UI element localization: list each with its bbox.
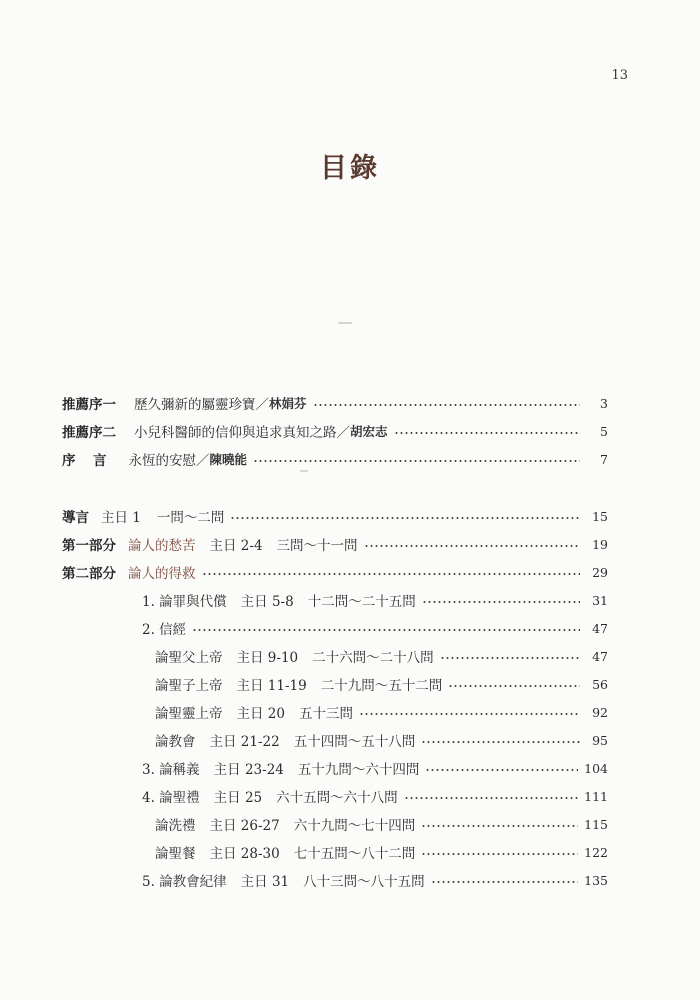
lords-day: 主日 20 — [236, 706, 285, 722]
dot-leader — [422, 601, 580, 603]
toc-row[interactable] — [62, 505, 608, 527]
toc-preface-row[interactable] — [62, 448, 608, 470]
toc-preface-row[interactable] — [62, 420, 608, 442]
toc-row[interactable] — [155, 813, 608, 835]
question-range: 一問～二問 — [156, 510, 225, 526]
page-ref: 47 — [592, 648, 608, 664]
dot-leader — [394, 432, 580, 434]
entry-title: 5. 論教會紀律 — [142, 874, 227, 890]
lords-day: 主日 31 — [240, 874, 290, 890]
question-range: 六十九問～七十四問 — [293, 818, 416, 834]
toc-row[interactable] — [142, 617, 608, 639]
dot-leader — [313, 404, 580, 406]
toc-row[interactable] — [155, 673, 608, 695]
page-ref: 31 — [592, 592, 608, 608]
entry-title: 論聖子上帝 — [155, 678, 223, 694]
page-ref: 5 — [600, 423, 608, 439]
entry-title: 主日 1 — [101, 510, 141, 526]
question-range: 五十九問～六十四問 — [297, 762, 420, 778]
preface-title: 永恆的安慰／ — [128, 453, 210, 469]
dot-leader — [192, 629, 580, 631]
page-ref: 56 — [592, 676, 608, 692]
section-label: 導言 — [62, 510, 89, 526]
dot-leader — [440, 657, 580, 659]
dot-leader — [253, 460, 580, 462]
preface-author: 胡宏志 — [350, 424, 388, 439]
page-ref: 7 — [600, 451, 608, 467]
entry-title: 1. 論罪與代償 — [142, 594, 227, 610]
entry-title: 2. 信經 — [142, 622, 187, 638]
page-ref: 135 — [584, 872, 608, 888]
entry-title: 論教會 — [155, 734, 196, 750]
lords-day: 主日 11-19 — [236, 678, 307, 694]
toc-row[interactable] — [155, 729, 608, 751]
toc-row[interactable] — [155, 841, 608, 863]
entry-title: 論聖靈上帝 — [155, 706, 223, 722]
preface-author: 林娟芬 — [269, 396, 307, 411]
dot-leader — [230, 517, 580, 519]
question-range: 五十三問 — [298, 706, 353, 722]
entry-title: 論人的愁苦 — [128, 538, 196, 554]
toc-row[interactable] — [155, 701, 608, 723]
dot-leader — [421, 825, 578, 827]
lords-day: 主日 5-8 — [240, 594, 294, 610]
lords-day: 主日 21-22 — [209, 734, 280, 750]
page-ref: 95 — [592, 732, 608, 748]
page-ref: 29 — [592, 564, 608, 580]
question-range: 五十四問～五十八問 — [293, 734, 416, 750]
lords-day: 主日 9-10 — [236, 650, 299, 666]
page-title: 目錄 — [320, 153, 380, 184]
preface-author: 陳曉能 — [209, 452, 248, 467]
toc-row[interactable] — [142, 869, 608, 891]
entry-title: 論人的得救 — [128, 566, 196, 582]
toc-row[interactable] — [62, 561, 608, 583]
page-ref: 47 — [592, 620, 608, 636]
toc-row[interactable] — [142, 785, 608, 807]
entry-title: 3. 論稱義 — [142, 762, 200, 778]
page-ref: 122 — [584, 844, 608, 860]
lords-day: 主日 26-27 — [209, 818, 280, 834]
preface-label: 推薦序二 — [62, 425, 116, 441]
question-range: 十二問～二十五問 — [307, 594, 416, 610]
question-range: 二十九問～五十二問 — [320, 678, 443, 694]
page-ref: 115 — [584, 816, 608, 832]
lords-day: 主日 2-4 — [209, 538, 263, 554]
section-label: 第二部分 — [62, 566, 116, 582]
entry-title: 論聖餐 — [155, 846, 196, 862]
lords-day: 主日 23-24 — [213, 762, 284, 778]
page-ref: 19 — [592, 536, 608, 552]
lords-day: 主日 25 — [213, 790, 263, 806]
dot-leader — [364, 545, 580, 547]
dot-leader — [359, 713, 580, 715]
page-ref: 92 — [592, 704, 608, 720]
page-number: 13 — [611, 68, 628, 83]
lords-day: 主日 28-30 — [209, 846, 280, 862]
question-range: 三問～十一問 — [276, 538, 358, 554]
toc-preface-row[interactable] — [62, 392, 608, 414]
toc-row[interactable] — [62, 533, 608, 555]
toc-row[interactable] — [142, 589, 608, 611]
question-range: 二十六問～二十八問 — [312, 650, 434, 666]
question-range: 八十三問～八十五問 — [303, 874, 425, 890]
dot-leader — [431, 881, 578, 883]
section-label: 第一部分 — [62, 538, 116, 554]
preface-label: 推薦序一 — [62, 397, 116, 413]
dot-leader — [202, 573, 581, 575]
paper-smudge — [300, 470, 308, 472]
dot-leader — [421, 741, 580, 743]
question-range: 六十五問～六十八問 — [276, 790, 398, 806]
toc-row[interactable] — [142, 757, 608, 779]
dot-leader — [425, 769, 578, 771]
page-ref: 111 — [584, 788, 608, 804]
preface-label: 序 言 — [62, 453, 109, 469]
entry-title: 4. 論聖禮 — [142, 790, 200, 806]
page-ref: 104 — [584, 760, 608, 776]
entry-title: 論洗禮 — [155, 818, 196, 834]
page-ref: 3 — [600, 395, 608, 411]
dot-leader — [404, 797, 578, 799]
dot-leader — [421, 853, 578, 855]
page-ref: 15 — [592, 508, 608, 524]
question-range: 七十五問～八十二問 — [293, 846, 416, 862]
entry-title: 論聖父上帝 — [155, 650, 223, 666]
dot-leader — [448, 685, 580, 687]
paper-smudge — [338, 322, 352, 324]
toc-row[interactable] — [155, 645, 608, 667]
preface-title: 歷久彌新的屬靈珍寶／ — [134, 397, 269, 413]
preface-title: 小兒科醫師的信仰與追求真知之路／ — [134, 425, 350, 441]
